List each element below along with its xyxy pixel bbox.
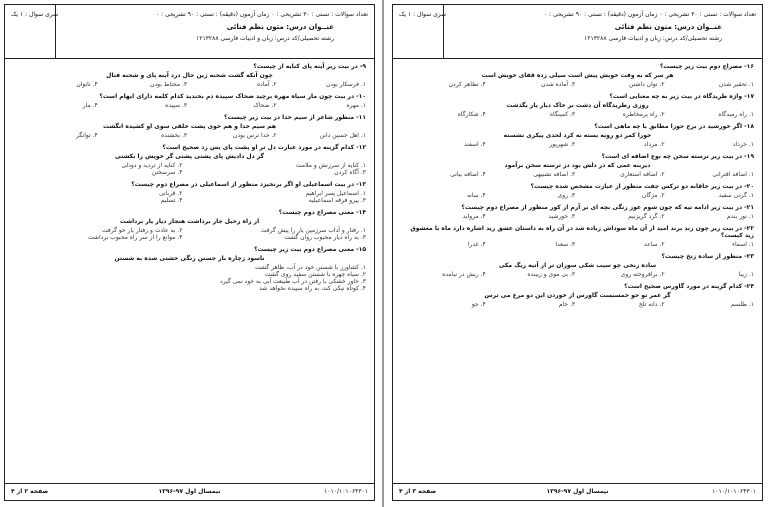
answer-option: ۴. سرسختن <box>151 169 183 176</box>
answer-option: ۱. تحقیر شدن <box>718 81 754 88</box>
answer-option: ۲. سیاه چهره با شستن سفید روی گشت <box>264 271 366 278</box>
question-verse: هر سر که به وقت خویش پیش است سیلی زده قفای خویش است <box>481 72 674 79</box>
answer-option: ۲. ضحاک <box>253 102 277 109</box>
answer-option: ۴. ناتوان <box>76 81 98 88</box>
page-number: صفحه ۲ از ۴ <box>11 488 49 495</box>
question-verse: هم سیم خدا و هم خوی پشت خلقی سوی او کشیده انگشت <box>102 123 277 130</box>
question-verse: گر دل دادیش پای پشتی پشتی گر خویش را بکشتی <box>115 153 264 160</box>
answer-option: ۴. شکارگاه <box>457 111 486 118</box>
question-text: ۱۸- اگر خورشید در برج حوزا مطابق با چه ماهی است؟ <box>594 123 754 130</box>
answer-options <box>401 81 754 88</box>
answer-option: ۱. کنایه از سرزنش و ملامت <box>296 162 366 169</box>
question-item <box>401 183 754 199</box>
answer-options <box>401 301 754 308</box>
answer-option: ۴. اضافه بیانی <box>450 171 486 178</box>
course-title: عنــوان درس: متون نظم فنائی <box>226 23 334 31</box>
question-item <box>401 63 754 88</box>
answer-option: ۴. اسفند <box>463 141 486 148</box>
course-title: عنــوان درس: متون نظم فنائی <box>614 23 722 31</box>
answer-options <box>13 190 366 204</box>
question-text: ۱۹- در بیت زیر ترسته سخن چه نوع اضافه ای است؟ <box>601 153 754 160</box>
answer-option: ۴. توانگر <box>75 132 98 139</box>
answer-options <box>401 141 754 148</box>
answer-options <box>401 171 754 178</box>
answer-option: ۴. غدرا <box>467 241 486 248</box>
answer-option: ۴. کوتاه نیکی کند، به راه سپیده نخواهد شد <box>259 285 366 292</box>
answer-option: ۴. مرواید <box>462 213 486 220</box>
answer-option: ۴. سانه <box>466 192 486 199</box>
page-header <box>5 5 374 59</box>
question-text: ۱۵- معنی مصراع دوم بیت زیر چیست؟ <box>254 246 366 253</box>
answer-option: ۱. مهره <box>346 102 366 109</box>
question-item <box>13 63 366 88</box>
question-text: ۲۳- منظور از ساده زنخ چیست؟ <box>661 253 754 260</box>
question-text: ۹- در بیت زیر آینه پای کنایه از چیست؟ <box>253 63 366 70</box>
answer-options <box>401 192 754 199</box>
answer-options <box>401 241 754 248</box>
answer-option: ۳. آماده شدن <box>541 81 576 88</box>
exam-code: ۱۰۱۰/۱۰۱۰۶۴۳۰۱ <box>712 488 756 495</box>
question-item <box>13 93 366 109</box>
answer-option: ۱. راه رمیدگاه <box>718 111 754 118</box>
question-text: ۲۱- در بیت زیر ادامه تیه که چون شوم عوز زنگی بچه ای بر آرم از کور منظور از مصراع دوم چیست؟ <box>461 204 754 211</box>
question-item <box>401 225 754 248</box>
answer-option: ۲. دانه تلخ <box>638 301 665 308</box>
answer-option: ۲. توان داشتن <box>629 81 665 88</box>
answer-option: ۲. مژگان <box>641 192 665 199</box>
question-item <box>13 114 366 139</box>
series-label: سری سوال : ۱ یک <box>11 11 59 18</box>
page-number: صفحه ۳ از ۴ <box>399 488 437 495</box>
answer-option: ۴. موانع را از سر راه محبوب برداشت <box>88 234 183 241</box>
answer-option: ۳. خام <box>558 301 576 308</box>
answer-option: ۲. به عادت و رفتار یار خو گرفت <box>102 227 183 234</box>
answer-option: ۲. اضافه استعاری <box>620 171 665 178</box>
answer-option: ۳. پیرو فرقه اسماعیلیه <box>308 197 366 204</box>
answer-option: ۲. مرداد <box>643 141 665 148</box>
exam-page-left <box>4 4 375 501</box>
exam-code: ۱۰۱۰/۱۰۱۰۶۴۳۰۱ <box>324 488 368 495</box>
question-item <box>401 153 754 178</box>
answer-option: ۳. کمینگاه <box>549 111 576 118</box>
answer-option: ۱. اسماعیل پسر ابراهیم <box>305 190 366 197</box>
question-text: ۱۷- واژه طریدگاه در بیت زیر به چه معنایی است؟ <box>609 93 754 100</box>
question-item <box>401 283 754 308</box>
question-verse: روزی رطریدگاه آن دشت بر خاک دیار یار بگذشت <box>506 102 649 109</box>
answer-option: ۲. آماده <box>257 81 277 88</box>
question-text: ۱۴- معنی مصراع دوم چیست؟ <box>278 209 366 216</box>
question-verse: ناسود زچاره باز جستن زنگی خشتی شده به شستن <box>114 255 265 262</box>
answer-options <box>401 271 754 278</box>
answer-options <box>401 111 754 118</box>
answer-option: ۴. جو <box>471 301 486 308</box>
answer-option: ۴. تسلیم <box>160 197 183 204</box>
page-footer <box>5 483 374 500</box>
answer-option: ۲. راه پرمخاطره <box>622 111 665 118</box>
answer-option: ۳. محتاط بودن <box>150 81 188 88</box>
answer-option: ۴. تظاهر کردن <box>448 81 486 88</box>
answer-option: ۱. اضافه اقترانی <box>712 171 754 178</box>
answer-option: ۳. سعدا <box>555 241 576 248</box>
answer-option: ۳. به راه دیار محبوب روان گشت <box>284 234 366 241</box>
answer-option: ۳. سپیده <box>165 102 188 109</box>
answer-option: ۴. مار <box>82 102 98 109</box>
answer-options <box>13 264 366 292</box>
answer-options <box>401 213 754 220</box>
question-text: ۱۲- کدام گزینه در مورد عبارت دل تر او پشت پای بس زد صحیح است؟ <box>162 144 366 151</box>
answer-option: ۳. روی <box>557 192 576 199</box>
exam-page-right <box>392 4 763 501</box>
question-item <box>13 144 366 176</box>
answer-option: ۱. کشاورز با شستن خود در آب، ظاهر گشت <box>255 264 366 271</box>
answer-option: ۱. نور بندم <box>727 213 754 220</box>
question-verse: از راه رحیل جار برداشت هنجار دیار یار برداشت <box>119 218 260 225</box>
answer-option: ۱. زیبا <box>738 271 754 278</box>
question-verse: گر عمر تو حو خمسیست گاورس از خوردن این دو مرغ می ترس <box>484 292 671 299</box>
answer-option: ۳. خورشید <box>548 213 576 220</box>
answer-option: ۱. خرداد <box>732 141 754 148</box>
question-text: ۱۱- منظور شاعر از سیم خدا در بیت زیر چیست؟ <box>224 114 366 121</box>
answer-option: ۱. اهل حسین دانن <box>319 132 366 139</box>
answer-option: ۲. ساعد <box>643 241 665 248</box>
answer-option: ۱. رفتار و آداب سرزمین یار را پیش گرفت <box>260 227 366 234</box>
page-footer <box>393 483 762 500</box>
page-header <box>393 5 762 59</box>
answer-option: ۳. اضافه تشبیهی <box>533 171 576 178</box>
question-text: ۲۰- در بیت زیر خاقانه دو ترکس جفت منظور از عبارت مشخص شده چیست؟ <box>530 183 754 190</box>
answer-option: ۳. شهریور <box>549 141 576 148</box>
series-label: سری سوال : ۱ یک <box>399 11 447 18</box>
question-item <box>401 93 754 118</box>
question-verse: ساده زنخی چو سیب شکی سوزان تر از آتیه ریگ مکی <box>498 262 657 269</box>
answer-option: ۲. کنایه از تردید و دودلی <box>121 162 183 169</box>
answer-option: ۲. برافروخته روی <box>620 271 665 278</box>
answer-option: ۲. قربانی <box>159 190 183 197</box>
answer-options <box>13 227 366 241</box>
answer-option: ۳. بی موی و زیبنده <box>527 271 576 278</box>
major-line: رشته تحصیلی/کد درس: زبان و ادبیات فارسی ۱۲۱۳۲۸۸ <box>584 35 722 42</box>
answer-option: ۳. خاور خشکی با رفتن در آب طبیعت آبی به خود نمی گیرد <box>220 278 366 285</box>
question-item <box>13 181 366 204</box>
question-list <box>401 63 754 313</box>
answer-option: ۳. بخشنده <box>161 132 188 139</box>
question-text: ۱۰- در بیت چون مار سیاه مهره برچید ضحاک سپیده دم بخندید کدام کلمه دارای ایهام است؟ <box>99 93 366 100</box>
question-count-line: تعداد سوالات : تستی : ۳۰ تشریحی : ۰ زمان آزمون (دقیقه) : تستی : ۹۰ تشریحی : ۰ <box>543 11 756 18</box>
answer-option: ۴. ریش در نیامده <box>442 271 486 278</box>
answer-options <box>13 81 366 88</box>
question-list <box>13 63 366 297</box>
question-verse: دیربنه عمی که در دلش بود در ترسته سخن برآمود <box>504 162 651 169</box>
answer-option: ۱. فرسکار بودن <box>325 81 366 88</box>
question-verse: چون آنکه گشت شحنه زین حال درد آینه پای و شحنه فنال <box>106 72 273 79</box>
question-verse: حورا کمر دو رویه بسته نه کرد لحدی پیکری نشسته <box>503 132 652 139</box>
question-item <box>401 123 754 148</box>
answer-option: ۱. گردن سفید <box>718 192 754 199</box>
question-text: ۱۳- در بیت اسماعیلی او اگر برنخیزد منظور از اسماعیلی در مصراع دوم چیست؟ <box>131 181 366 188</box>
question-item <box>13 246 366 292</box>
answer-options <box>13 162 366 176</box>
page-divider <box>382 0 384 507</box>
answer-option: ۱. طلسم <box>730 301 754 308</box>
question-item <box>13 209 366 241</box>
answer-option: ۲. گرد گریزنیم <box>628 213 665 220</box>
question-text: ۱۶- مصراع دوم بیت زیر چیست؟ <box>659 63 754 70</box>
answer-option: ۳. آگاه کردن <box>334 169 366 176</box>
question-count-line: تعداد سوالات : تستی : ۳۰ تشریحی : ۰ زمان آزمون (دقیقه) : تستی : ۹۰ تشریحی : ۰ <box>155 11 368 18</box>
question-text: ۲۲- در بیت زیر چون زند برند امید از آن ماه سوداش زیاده شد در آن راه به داستان عشق زید اشاره دارد ماه با معشوق زید کیست؟ <box>410 225 754 239</box>
major-line: رشته تحصیلی/کد درس: زبان و ادبیات فارسی ۱۲۱۳۲۸۸ <box>196 35 334 42</box>
answer-option: ۲. خدا ترس بودن <box>233 132 277 139</box>
answer-option: ۱. اسماء <box>732 241 754 248</box>
question-text: ۲۴- کدام گزینه در مورد گاورس صحیح است؟ <box>624 283 754 290</box>
semester-label: نیمسال اول ۹۷-۱۳۹۶ <box>158 488 221 495</box>
question-item <box>401 204 754 220</box>
answer-options <box>13 102 366 109</box>
question-item <box>401 253 754 278</box>
answer-options <box>13 132 366 139</box>
semester-label: نیمسال اول ۹۷-۱۳۹۶ <box>546 488 609 495</box>
